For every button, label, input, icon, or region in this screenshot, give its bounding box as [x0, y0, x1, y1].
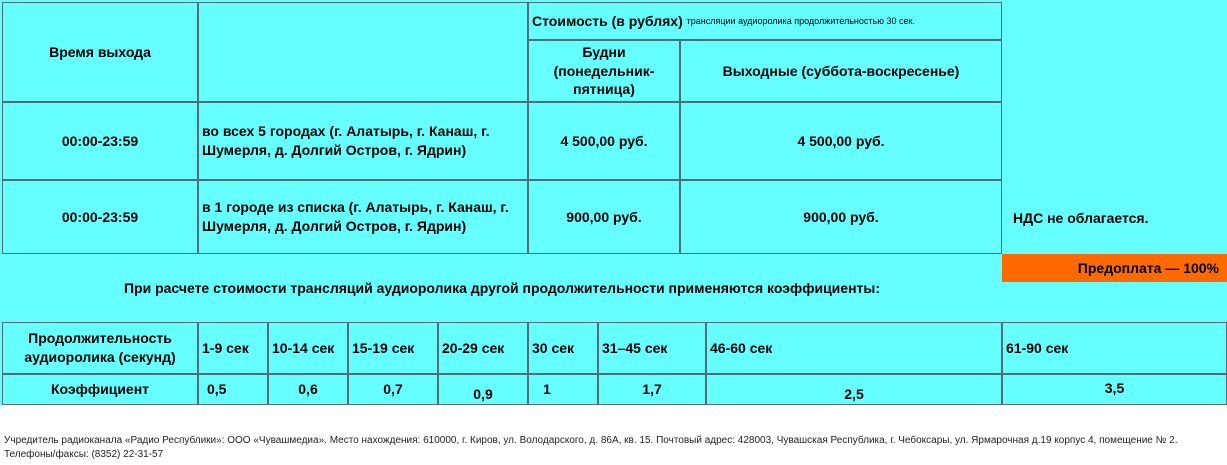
duration-text-3: 15-19 сек [352, 339, 415, 356]
duration-cell-7 [706, 322, 1002, 374]
coefficient-label [2, 374, 198, 405]
duration-cell-3 [348, 322, 438, 374]
row-2-weekend-price [680, 180, 1002, 254]
duration-text-5: 30 сек [532, 339, 575, 356]
row-1-weekdays-price [528, 102, 680, 180]
footer-line-2: Телефоны/факсы: (8352) 22-31-57 [4, 449, 164, 460]
coefficient-cell-4 [438, 374, 528, 405]
duration-text-2: 10-14 сек [272, 339, 335, 356]
vat-note [1010, 190, 1225, 246]
time-column-header-text: Время выхода [49, 43, 151, 60]
duration-cell-2 [268, 322, 348, 374]
coefficient-text-1: 0,5 [207, 381, 227, 398]
duration-label [2, 322, 198, 374]
cost-header-title: Стоимость (в рублях) [532, 12, 683, 29]
coefficient-cell-2 [268, 374, 348, 405]
row-2-time-text: 00:00-23:59 [61, 208, 139, 225]
duration-text-1: 1-9 сек [202, 339, 249, 356]
coefficient-intro-text: При расчете стоимости трансляций аудиоролика другой продолжительности применяются коэффициенты: [123, 279, 881, 296]
footer [4, 434, 1224, 462]
coefficient-cell-7 [706, 374, 1002, 405]
row-2-time [2, 180, 198, 254]
coefficient-text-8: 3,5 [1104, 380, 1125, 396]
duration-text-4: 20-29 сек [442, 339, 505, 356]
cost-header-subtitle: трансляции аудиоролика продолжительностью 30 сек. [686, 15, 915, 26]
coefficient-cell-3 [348, 374, 438, 405]
row-1-time [2, 102, 198, 180]
coefficient-text-5: 1 [543, 381, 551, 398]
coefficient-text-4: 0,9 [473, 386, 493, 403]
row-1-time-text: 00:00-23:59 [61, 132, 139, 149]
row-1-description [198, 102, 528, 180]
coefficient-intro [2, 272, 1002, 304]
vat-note-text: НДС не облагается. [1013, 209, 1149, 226]
duration-text-7: 46-60 сек [710, 339, 773, 356]
duration-cell-4 [438, 322, 528, 374]
row-2-weekdays-price [528, 180, 680, 254]
weekdays-header-text: Будни (понедельник-пятница) [553, 43, 655, 98]
row-2-weekend-price-text: 900,00 руб. [803, 208, 879, 225]
coefficient-text-6: 1,7 [642, 381, 662, 398]
duration-cell-5 [528, 322, 598, 374]
duration-label-text: Продолжительность аудиоролика (секунд) [24, 330, 176, 365]
footer-line-1: Учредитель радиоканала «Радио Республики»: ООО «Чувашмедиа». Место нахождения: 610000, г. Киров, ул. Володарского, д. 86А, кв. 15. Почтовый адрес: 428003, Чувашская Республика, г. Чебоксары, ул. Ярмарочная д.19 корпус 4, помещение № 2. [4, 435, 1178, 446]
coefficient-text-3: 0,7 [383, 381, 403, 398]
row-2-description-text: в 1 городе из списка (г. Алатырь, г. Канаш, г. Шумерля, д. Долгий Остров, г. Ядрин) [202, 199, 509, 234]
row-2-description [198, 180, 528, 254]
weekdays-header [528, 40, 680, 102]
duration-cell-8 [1002, 322, 1227, 374]
coefficient-text-7: 2,5 [844, 386, 864, 403]
description-column-header [198, 2, 528, 102]
duration-text-8: 61-90 сек [1006, 339, 1069, 356]
time-column-header [2, 2, 198, 102]
prepayment-text: Предоплата — 100% [1077, 260, 1219, 276]
cost-header [528, 2, 1002, 40]
row-2-weekdays-price-text: 900,00 руб. [566, 208, 642, 225]
weekend-header-text: Выходные (суббота-воскресенье) [722, 62, 960, 79]
duration-text-6: 31–45 сек [602, 339, 668, 356]
coefficient-text-2: 0,6 [298, 381, 318, 398]
coefficient-cell-1 [198, 374, 268, 405]
duration-cell-1 [198, 322, 268, 374]
row-1-weekdays-price-text: 4 500,00 руб. [560, 132, 648, 149]
coefficient-label-text: Коэффициент [50, 381, 150, 398]
coefficient-cell-5 [528, 374, 598, 405]
coefficient-cell-8 [1002, 374, 1227, 405]
weekend-header [680, 40, 1002, 102]
row-1-weekend-price [680, 102, 1002, 180]
prepayment-badge [1002, 254, 1227, 282]
row-1-weekend-price-text: 4 500,00 руб. [797, 132, 885, 149]
duration-cell-6 [598, 322, 706, 374]
row-1-description-text: во всех 5 городах (г. Алатырь, г. Канаш, г. Шумерля, д. Долгий Остров, г. Ядрин) [202, 123, 490, 158]
coefficient-cell-6 [598, 374, 706, 405]
